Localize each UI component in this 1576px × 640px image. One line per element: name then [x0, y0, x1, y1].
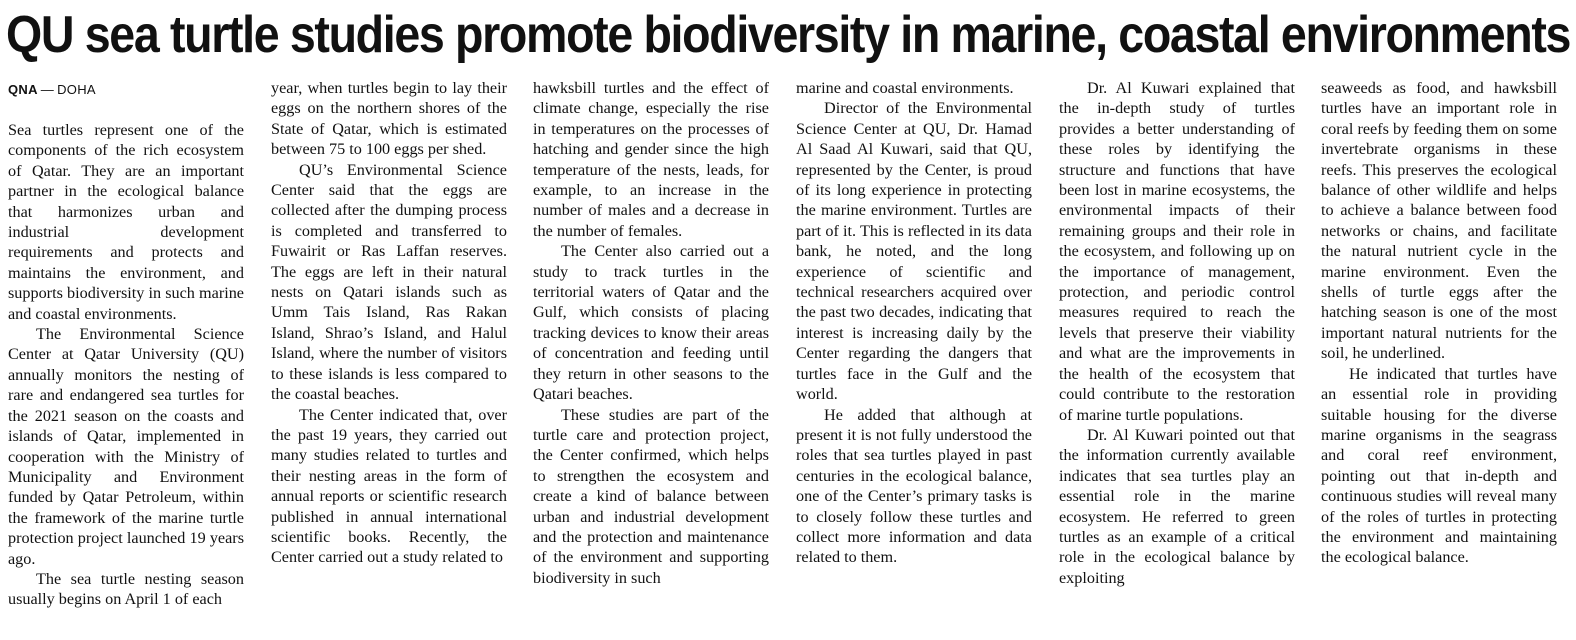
headline: QU sea turtle studies promote biodiversity in marine, coastal environments [6, 6, 1570, 64]
article-column-6 [1321, 78, 1557, 638]
paragraph: Sea turtles represent one of the components of the rich ecosystem of Qatar. They are an important partner in the ecological balance that harmonizes urban and industrial development requirements and protects and maintains the environment, and supports biodiversity in such marine and coastal environments. [8, 121, 244, 323]
paragraph: Dr. Al Kuwari pointed out that the information currently available indicates that sea turtles play an essential role in the marine ecosystem. He referred to green turtles as an example of a critical role in the ecological balance by exploiting [1059, 425, 1295, 587]
paragraph: Dr. Al Kuwari explained that the in-depth study of turtles provides a better understanding of these roles by identifying the structure and functions that have been lost in marine ecosystems, the environmental impacts of their remaining groups and their role in the ecosystem, and following up on the importance of management, protection, and periodic control measures required to reach the levels that preserve their viability and what are the improvements in the health of the ecosystem that could contribute to the restoration of marine turtle populations. [1059, 79, 1295, 424]
paragraph: QU’s Environmental Science Center said that the eggs are collected after the dumping process is completed and transferred to Fuwairit or Ras Laffan reserves. The eggs are left in their natural nests on Qatari islands such as Umm Tais Island, Ras Rakan Island, Shrao’s Island, and Halul Island, where the number of visitors to these islands is less compared to the coastal beaches. [271, 160, 507, 404]
article-body [8, 78, 1568, 638]
byline-separator: — [40, 82, 55, 97]
paragraph: The sea turtle nesting season usually begins on April 1 of each [8, 569, 244, 609]
article-column-1 [8, 78, 244, 638]
byline [8, 80, 244, 100]
paragraph: The Environmental Science Center at Qatar University (QU) annually monitors the nesting of rare and endangered sea turtles for the 2021 season on the coasts and islands of Qatar, implemented in cooperation with the Ministry of Municipality and Environment funded by Qatar Petroleum, within the framework of the marine turtle protection project launched 19 years ago. [8, 325, 244, 568]
article-column-4 [796, 78, 1032, 638]
paragraph: The Center indicated that, over the past 19 years, they carried out many studies related to turtles and their nesting areas in the form of annual reports or scientific research published in annual international scientific books. Recently, the Center carried out a study related to [271, 405, 507, 567]
article-column-3 [533, 78, 769, 638]
paragraph: hawksbill turtles and the effect of climate change, especially the rise in temperatures on the processes of hatching and gender since the high temperature of the nests, leads, for example, to an increase in the number of males and a decrease in the number of females. [533, 79, 769, 240]
paragraph: These studies are part of the turtle care and protection project, the Center confirmed, which helps to strengthen the ecosystem and create a kind of balance between urban and industrial development and the protection and maintenance of the environment and supporting biodiversity in such [533, 405, 769, 587]
byline-location: DOHA [57, 82, 96, 97]
paragraph: seaweeds as food, and hawksbill turtles have an important role in coral reefs by feeding them on some invertebrate organisms in these reefs. This preserves the ecological balance of other wildlife and helps to achieve a balance between food networks or chains, and facilitate the natural nutrient cycle in the marine environment. Even the shells of turtle eggs after the hatching season is one of the most important natural nutrients for the soil, he underlined. [1321, 79, 1557, 363]
paragraph: year, when turtles begin to lay their eggs on the northern shores of the State of Qatar, which is estimated between 75 to 100 eggs per shed. [271, 79, 507, 159]
article-column-5 [1059, 78, 1295, 638]
paragraph: marine and coastal environments. [796, 79, 1014, 97]
paragraph: Director of the Environmental Science Center at QU, Dr. Hamad Al Saad Al Kuwari, said that QU, represented by the Center, is proud of its long experience in protecting the marine environment. Turtles are part of it. This is reflected in its data bank, he noted, and the long experience of scientific and technical researchers acquired over the past two decades, indicating that interest is increasing daily by the Center regarding the dangers that turtles face in the Gulf and the world. [796, 99, 1032, 404]
paragraph: He indicated that turtles have an essential role in providing suitable housing for the diverse marine organisms in the seagrass and coral reef environment, pointing out that in-depth and continuous studies will reveal many of the roles of turtles in protecting the environment and maintaining the ecological balance. [1321, 364, 1557, 567]
paragraph: The Center also carried out a study to track turtles in the territorial waters of Qatar and the Gulf, which consists of placing tracking devices to know their areas of concentration and feeding until they return in other seasons to the Qatari beaches. [533, 242, 769, 404]
article-column-2 [271, 78, 507, 638]
paragraph: He added that although at present it is not fully understood the roles that sea turtles played in past centuries in the ecological balance, one of the Center’s primary tasks is to closely follow these turtles and collect more information and data related to them. [796, 405, 1032, 567]
byline-source: QNA [8, 82, 38, 97]
